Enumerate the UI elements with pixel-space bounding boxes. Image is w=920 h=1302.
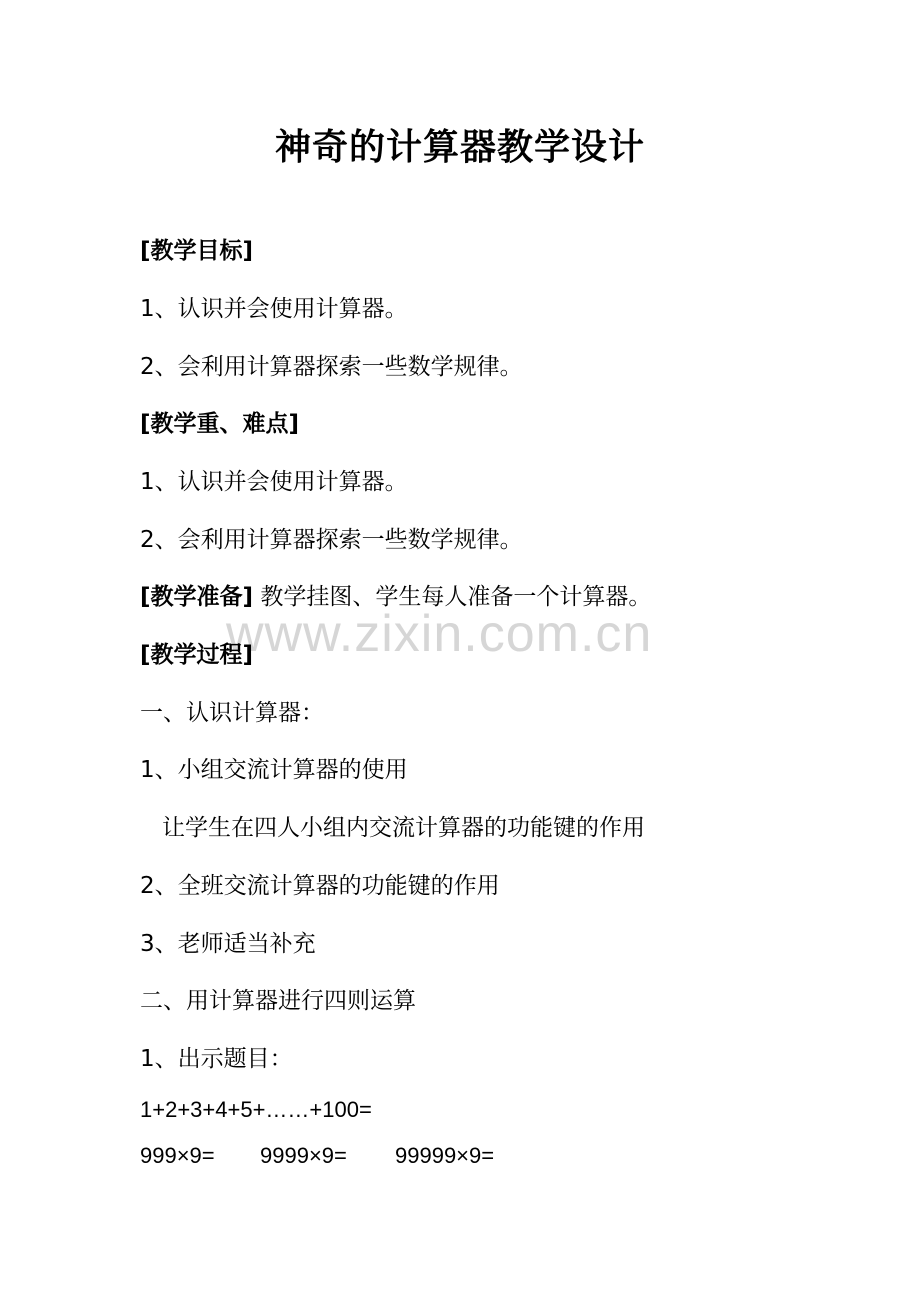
goal-item-2: 2、会利用计算器探索一些数学规律。 [140, 354, 523, 380]
part1-step-3: 3、老师适当补充 [140, 931, 316, 957]
key-points-heading: [教学重、难点] [140, 411, 300, 437]
part2-title: 二、用计算器进行四则运算 [140, 988, 416, 1014]
document-title: 神奇的计算器教学设计 [274, 127, 645, 168]
part1-title: 一、认识计算器： [140, 700, 324, 726]
goals-heading: [教学目标] [140, 238, 254, 264]
key-point-item-2: 2、会利用计算器探索一些数学规律。 [140, 527, 523, 553]
expression-sum: 1+2+3+4+5+……+100= [140, 1097, 372, 1122]
part1-step-1: 1、小组交流计算器的使用 [140, 757, 408, 783]
preparation-text: 教学挂图、学生每人准备一个计算器。 [253, 584, 652, 610]
expression-99999: 99999×9= [395, 1143, 495, 1168]
expression-999: 999×9= [140, 1143, 215, 1168]
part2-step-1: 1、出示题目： [140, 1046, 293, 1072]
expression-9999: 9999×9= [260, 1143, 347, 1168]
key-point-item-1: 1、认识并会使用计算器。 [140, 469, 408, 495]
watermark: www.zixin.com.cn [226, 605, 653, 663]
goal-item-1: 1、认识并会使用计算器。 [140, 296, 408, 322]
process-heading: [教学过程] [140, 642, 254, 668]
part1-step-2: 2、全班交流计算器的功能键的作用 [140, 873, 500, 899]
expression-row [140, 1140, 494, 1172]
part1-step-1-detail: 让学生在四人小组内交流计算器的功能键的作用 [162, 815, 645, 841]
preparation-heading: [教学准备] [140, 584, 254, 610]
